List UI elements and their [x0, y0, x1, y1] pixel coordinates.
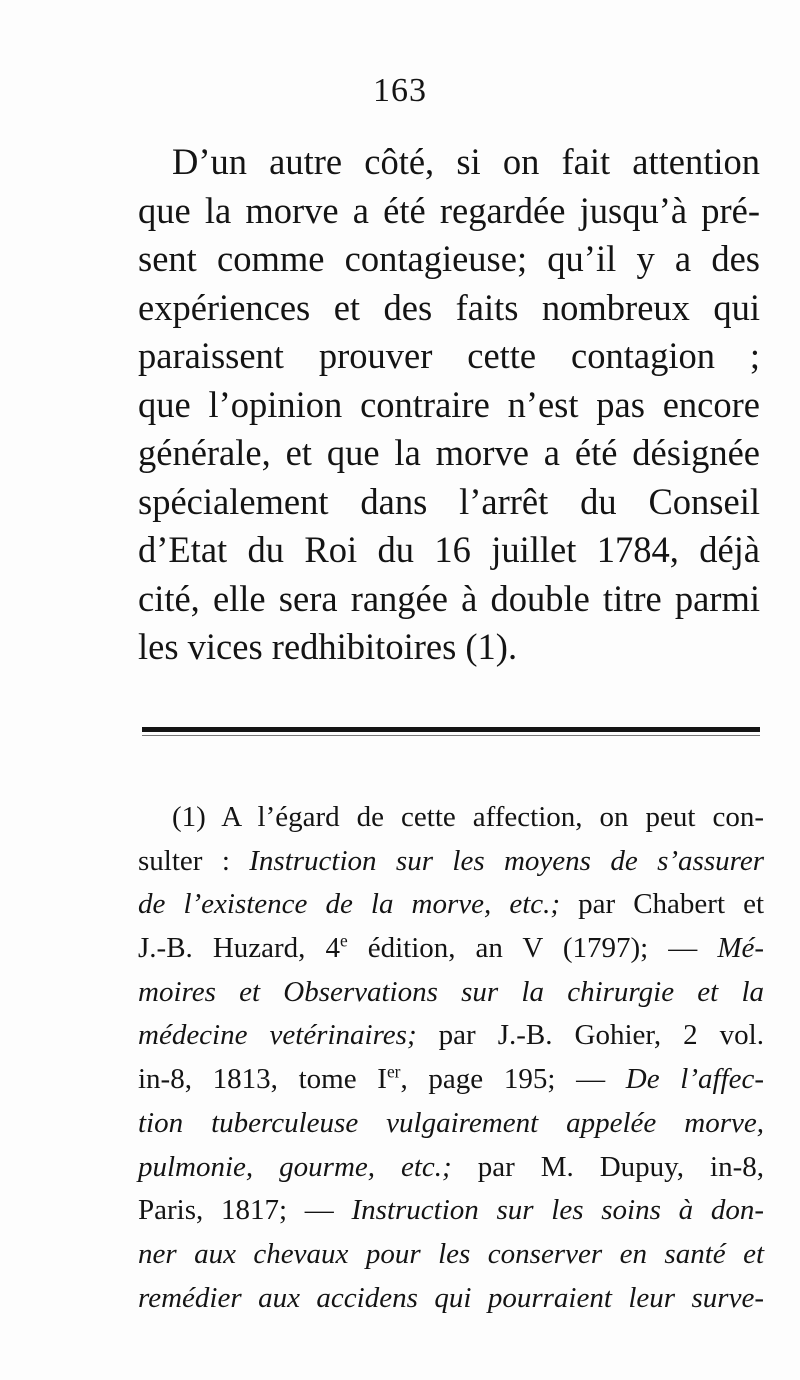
footnote-title-italic: pulmonie, gourme, etc.; [138, 1150, 452, 1183]
text-line: d’Etat du Roi du 16 juillet 1784, déjà [138, 529, 760, 570]
footnote-separator-thin-rule [142, 735, 760, 736]
footnote-line [138, 1277, 764, 1321]
footnote-title-italic: moires et Observations sur la chirurgie et la [138, 975, 764, 1008]
footnote-title-italic: ner aux chevaux pour les conserver en santé et [138, 1237, 764, 1270]
superscript: e [339, 930, 348, 951]
text-line: D’un autre côté, si on fait attention [172, 141, 760, 182]
footnote-line [138, 1014, 764, 1058]
page-number: 163 [373, 72, 427, 109]
footnote-line [138, 1189, 764, 1233]
footnote-title-italic: De l’affec- [625, 1063, 764, 1096]
footnote-text: Paris, 1817; — [138, 1194, 352, 1227]
footnote-text: par J.-B. Gohier, 2 vol. [416, 1019, 764, 1052]
footnote-title-italic: Instruction sur les moyens de s’assurer [249, 844, 764, 877]
footnote-text: par M. Dupuy, in-8, [451, 1150, 764, 1183]
text-line: que l’opinion contraire n’est pas encore [138, 383, 760, 425]
footnote [138, 796, 764, 1320]
footnote-text: sulter : [138, 844, 250, 877]
footnote-line [138, 796, 764, 840]
footnote-line [138, 1233, 764, 1277]
footnote-separator-rule [142, 727, 760, 732]
footnote-text: (1) A l’égard de cette affection, on peut con- [172, 801, 764, 833]
text-line: paraissent prouver cette contagion ; [138, 335, 760, 376]
footnote-title-italic: remédier aux accidens qui pourraient leur surve- [138, 1281, 764, 1314]
main-paragraph [138, 138, 760, 672]
footnote-line [138, 971, 764, 1015]
text-line: expériences et des faits nombreux qui [138, 286, 760, 328]
footnote-title-italic: médecine vetérinaires; [138, 1019, 417, 1052]
text-line: spécialement dans l’arrêt du Conseil [138, 480, 760, 522]
footnote-line [138, 840, 764, 884]
footnote-text: in-8, 1813, tome I [138, 1063, 387, 1096]
footnote-text: par Chabert et [560, 888, 765, 921]
footnote-title-italic: Mé- [717, 932, 764, 965]
text-line: les vices redhibitoires (1). [138, 626, 518, 667]
text-line: sent comme contagieuse; qu’il y a des [138, 238, 760, 279]
superscript: er [386, 1061, 401, 1082]
footnote-title-italic: de l’existence de la morve, etc.; [138, 888, 561, 921]
footnote-text: , page 195; — [400, 1063, 626, 1096]
text-line: que la morve a été regardée jusqu’à pré- [138, 189, 760, 231]
footnote-title-italic: Instruction sur les soins à don- [351, 1194, 764, 1227]
footnote-title-italic: tion tuberculeuse vulgairement appelée morve, [138, 1106, 764, 1139]
footnote-text: J.-B. Huzard, 4 [138, 932, 340, 965]
text-line: cité, elle sera rangée à double titre parmi [138, 577, 760, 619]
footnote-line [138, 1102, 764, 1146]
footnote-line [138, 1058, 764, 1102]
footnote-text: édition, an V (1797); — [347, 932, 718, 965]
footnote-line [138, 927, 764, 971]
text-line: générale, et que la morve a été désignée [138, 432, 760, 473]
footnote-line [138, 883, 764, 927]
footnote-line [138, 1146, 764, 1190]
